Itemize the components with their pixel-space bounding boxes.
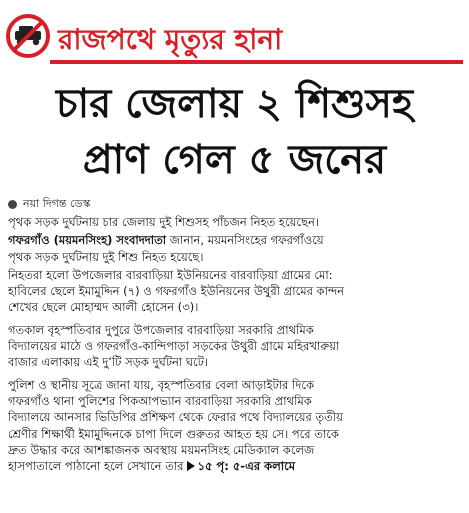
paragraph-line xyxy=(8,232,463,248)
continuation-arrow-icon xyxy=(187,461,195,471)
last-line-text: হাসপাতালে পাঠানো হলে সেখানে তার xyxy=(8,459,184,474)
paragraph-1 xyxy=(8,214,463,230)
article-body xyxy=(8,214,463,474)
paragraph-line: বাজার এলাকায় এই দু’টি সড়ক দুর্ঘটনা ঘটে। xyxy=(8,355,208,370)
headline-line-2: প্রাণ গেল ৫ জনের xyxy=(82,137,387,183)
paragraph-line: গফরগাঁও থানা পুলিশের পিকআপভ্যান বারবাড়িয়া সরকারি প্রাথমিক xyxy=(8,393,312,408)
section-kicker: রাজপথে মৃত্যুর হানা xyxy=(58,23,283,56)
headline-line-1: চার জেলায় ২ শিশুসহ xyxy=(56,81,413,127)
paragraph-line: শ্রেণীর শিক্ষার্থী ইমামুদ্দিনকে চাপা দিলে গুরুতর আহত হয় সে। পরে তাকে xyxy=(8,426,339,441)
section-header xyxy=(0,0,469,68)
paragraph-line: পৃথক সড়ক দুর্ঘটনায় চার জেলায় দুই শিশুসহ পাঁচজন নিহত হয়েছেন। xyxy=(8,215,319,229)
paragraph-line: বিদ্যালয়ে আনসার ভিডিপির প্রশিক্ষণ থেকে ফেরার পথে বিদ্যালয়ের তৃতীয় xyxy=(8,410,343,425)
paragraph-line: দ্রুত উদ্ধার করে আশঙ্কাজনক অবস্থায় ময়মনসিংহ মেডিক্যাল কলেজ xyxy=(8,442,315,457)
paragraph-3 xyxy=(8,267,463,316)
paragraph-line: নিহতরা হলো উপজেলার বারবাড়িয়া ইউনিয়নের বারবাড়িয়া গ্রামের মো: xyxy=(8,267,333,282)
road-accident-logo-icon xyxy=(6,14,50,58)
bullet-icon xyxy=(8,200,17,209)
paragraph-line: পৃথক সড়ক দুর্ঘটনায় দুই শিশু নিহত হয়েছে। xyxy=(8,249,204,264)
continuation-link[interactable]: ১৫ পৃ: ৫-এর কলামে xyxy=(197,459,296,474)
paragraph-4 xyxy=(8,322,463,371)
paragraph-line: বিদ্যালয়ের মাঠে ও গফরগাঁও-কান্দিপাড়া সড়কের উথুরী গ্রামে মহিরখারুয়া xyxy=(8,339,340,354)
dateline: গফরগাঁও (ময়মনসিংহ) সংবাদদাতা xyxy=(8,233,167,248)
paragraph-line: শেখের ছেলে মোহাম্মদ আলী হোসেন (৩)। xyxy=(8,300,199,315)
paragraph-2 xyxy=(8,232,463,265)
dateline-continuation: জানান, ময়মনসিংহের গফরগাঁওয়ে xyxy=(166,233,324,248)
headline xyxy=(0,76,469,188)
byline: নয়া দিগন্ত ডেস্ক xyxy=(23,196,91,210)
byline-row xyxy=(8,196,463,212)
paragraph-5 xyxy=(8,377,463,475)
paragraph-line xyxy=(8,458,463,474)
paragraph-line: গতকাল বৃহস্পতিবার দুপুরে উপজেলার বারবাড়িয়া সরকারি প্রাথমিক xyxy=(8,322,314,337)
paragraph-line: হাবিলের ছেলে ইমামুদ্দিন (৭) ও গফরগাঁও ইউনিয়নের উথুরী গ্রামের কান্দন xyxy=(8,284,345,299)
paragraph-line: পুলিশ ও স্থানীয় সূত্রে জানা যায়, বৃহস্পতিবার বেলা আড়াইটার দিকে xyxy=(8,377,315,392)
